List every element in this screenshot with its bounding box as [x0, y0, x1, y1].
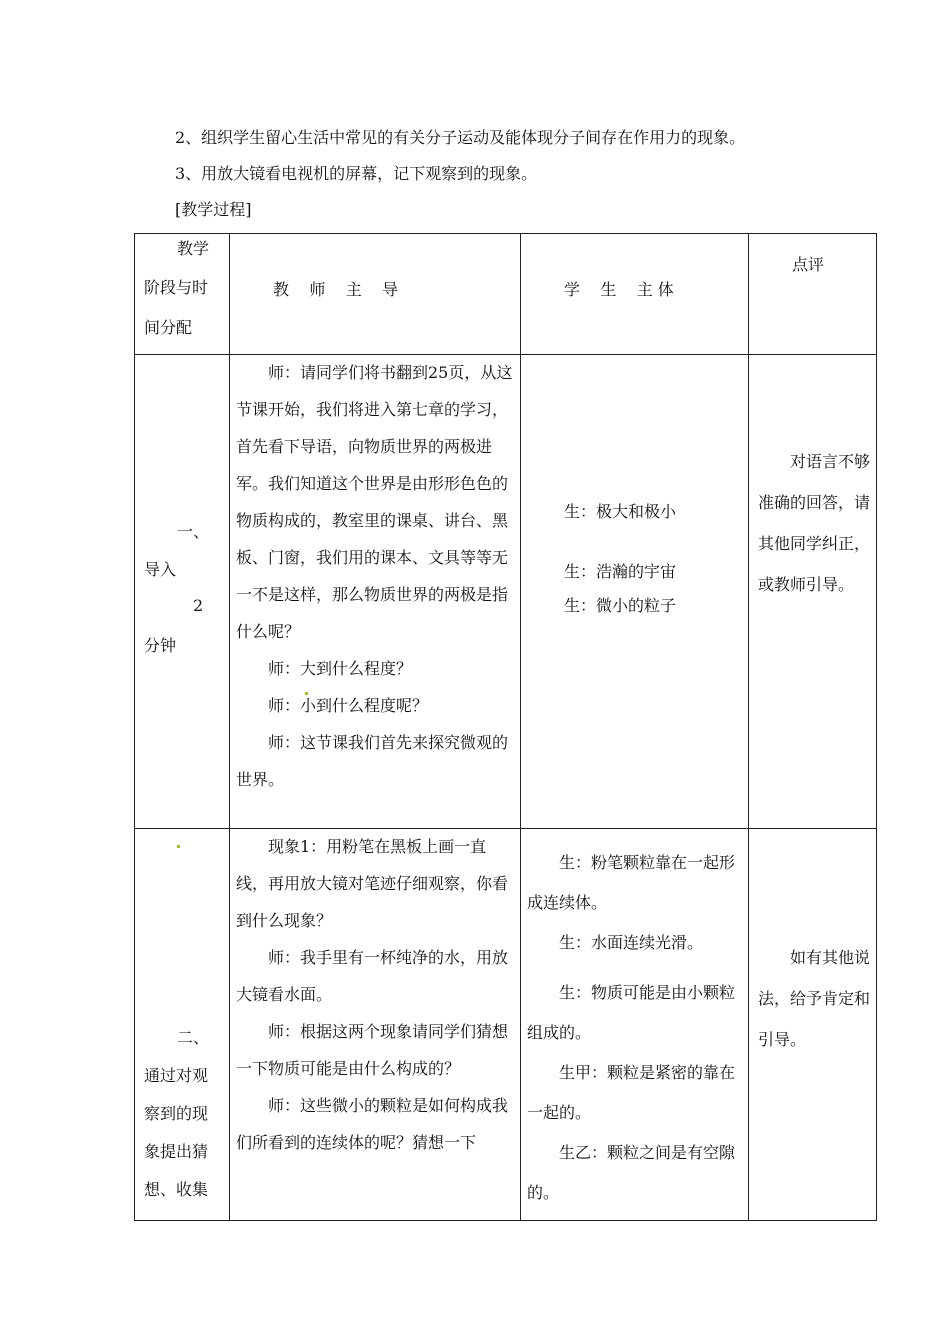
- row1-comment: 对语言不够准确的回答，请其他同学纠正，或教师引导。: [749, 355, 877, 829]
- intro-line-3: 3、用放大镜看电视机的屏幕，记下观察到的现象。: [175, 164, 538, 183]
- row2-stage: 二、 通过对观 察到的现 象提出猜 想、收集: [135, 829, 230, 1221]
- row1-student: 生：极大和极小 生：浩瀚的宇宙 生：微小的粒子: [521, 355, 749, 829]
- table-header-row: [135, 234, 877, 355]
- marker-dot: [305, 692, 308, 695]
- row2-comment: 如有其他说法，给予肯定和引导。: [749, 829, 877, 1221]
- header-comment: 点评: [749, 234, 877, 355]
- intro-line-2: 2、组织学生留心生活中常见的有关分子运动及能体现分子间存在作用力的现象。: [175, 128, 746, 147]
- row2-student: 生：粉笔颗粒靠在一起形成连续体。 生：水面连续光滑。 生：物质可能是由小颗粒组成的。 生甲：颗粒是紧密的靠在一起的。 生乙：颗粒之间是有空隙的。: [521, 829, 749, 1221]
- lesson-table: [134, 233, 877, 1221]
- row2-teacher: 现象1：用粉笔在黑板上画一直线，再用放大镜对笔迹仔细观察，你看到什么现象？ 师：我手里有一杯纯净的水，用放大镜看水面。 师：根据这两个现象请同学们猜想一下物质可能是由什么构成的？ 师：这些微小的颗粒是如何构成我们所看到的连续体的呢？猜想一下: [230, 829, 521, 1221]
- header-teacher: 教 师 主 导: [230, 234, 521, 355]
- row1-stage: 一、 导入 2 分钟: [135, 355, 230, 829]
- table-row: [135, 355, 877, 829]
- section-heading: [教学过程]: [175, 200, 252, 219]
- marker-dot: [177, 845, 180, 848]
- header-stage: 教学 阶段与时 间分配: [135, 234, 230, 355]
- header-student: 学 生 主 体: [521, 234, 749, 355]
- table-row: [135, 829, 877, 1221]
- row1-teacher: 师：请同学们将书翻到25页，从这节课开始，我们将进入第七章的学习，首先看下导语，向物质世界的两极进军。我们知道这个世界是由形形色色的物质构成的，教室里的课桌、讲台、黑板、门窗，我们用的课本、文具等等无一不是这样，那么物质世界的两极是指什么呢？ 师：大到什么程度？ 师：小到什么程度呢？ 师：这节课我们首先来探究微观的世界。: [230, 355, 521, 829]
